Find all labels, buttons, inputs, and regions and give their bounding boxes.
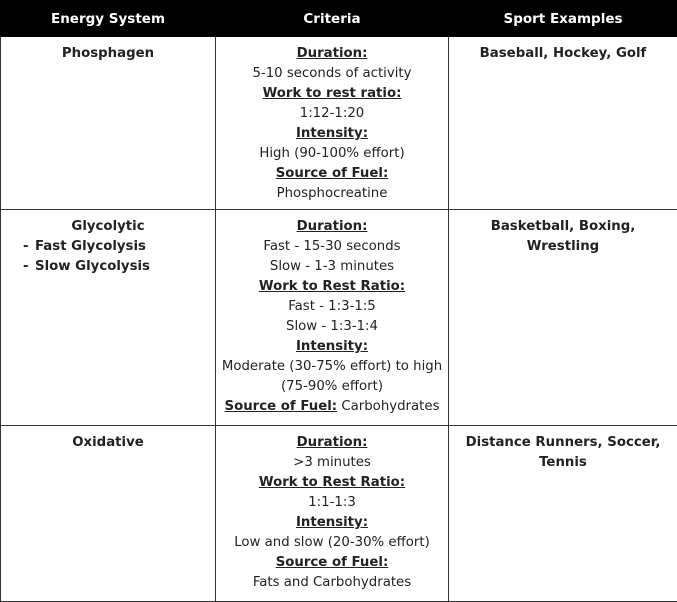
ratio-label: Work to Rest Ratio: <box>220 277 444 297</box>
intensity-label: Intensity: <box>220 124 444 144</box>
intensity-value: High (90-100% effort) <box>220 144 444 164</box>
fuel-label: Source of Fuel: <box>220 553 444 573</box>
duration-value: 5-10 seconds of activity <box>220 64 444 84</box>
dash-bullet: - <box>23 237 29 257</box>
duration-label: Duration: <box>220 433 444 453</box>
duration-value: Slow - 1-3 minutes <box>220 257 444 277</box>
table-row <box>1 210 677 426</box>
duration-value: >3 minutes <box>220 453 444 473</box>
header-sport-examples: Sport Examples <box>449 1 677 37</box>
ratio-label: Work to Rest Ratio: <box>220 473 444 493</box>
header-criteria: Criteria <box>216 1 449 37</box>
header-energy-system: Energy System <box>1 1 216 37</box>
duration-label: Duration: <box>220 217 444 237</box>
ratio-value: Slow - 1:3-1:4 <box>220 317 444 337</box>
ratio-value: 1:1-1:3 <box>220 493 444 513</box>
sport-examples: Distance Runners, Soccer, Tennis <box>453 433 673 473</box>
intensity-value: Low and slow (20-30% effort) <box>220 533 444 553</box>
table-row <box>1 426 677 602</box>
fuel-value: Fats and Carbohydrates <box>220 573 444 593</box>
duration-label: Duration: <box>220 44 444 64</box>
energy-system-name: Oxidative <box>5 433 211 453</box>
energy-system-cell <box>1 426 216 602</box>
intensity-value: Moderate (30-75% effort) to high <box>220 357 444 377</box>
energy-system-cell <box>1 210 216 426</box>
dash-bullet: - <box>23 257 29 277</box>
subtype-item: - Slow Glycolysis <box>5 257 211 277</box>
intensity-label: Intensity: <box>220 513 444 533</box>
energy-system-cell <box>1 37 216 210</box>
sport-examples: Basketball, Boxing, Wrestling <box>453 217 673 257</box>
fuel-label: Source of Fuel: <box>225 399 338 414</box>
energy-system-name: Glycolytic <box>5 217 211 237</box>
table-row <box>1 37 677 210</box>
criteria-cell <box>216 37 449 210</box>
sport-examples-cell <box>449 37 677 210</box>
intensity-label: Intensity: <box>220 337 444 357</box>
ratio-label: Work to rest ratio: <box>220 84 444 104</box>
ratio-value: 1:12-1:20 <box>220 104 444 124</box>
criteria-cell <box>216 426 449 602</box>
subtype-item: - Fast Glycolysis <box>5 237 211 257</box>
sport-examples-cell <box>449 426 677 602</box>
intensity-value: (75-90% effort) <box>220 377 444 397</box>
criteria-cell <box>216 210 449 426</box>
fuel-value: Phosphocreatine <box>277 186 388 201</box>
sport-examples: Baseball, Hockey, Golf <box>453 44 673 64</box>
header-row <box>1 1 677 37</box>
fuel-label: Source of Fuel: <box>276 166 389 181</box>
fuel-value: Carbohydrates <box>341 399 439 414</box>
sport-examples-cell <box>449 210 677 426</box>
ratio-value: Fast - 1:3-1:5 <box>220 297 444 317</box>
energy-system-name: Phosphagen <box>5 44 211 64</box>
duration-value: Fast - 15-30 seconds <box>220 237 444 257</box>
